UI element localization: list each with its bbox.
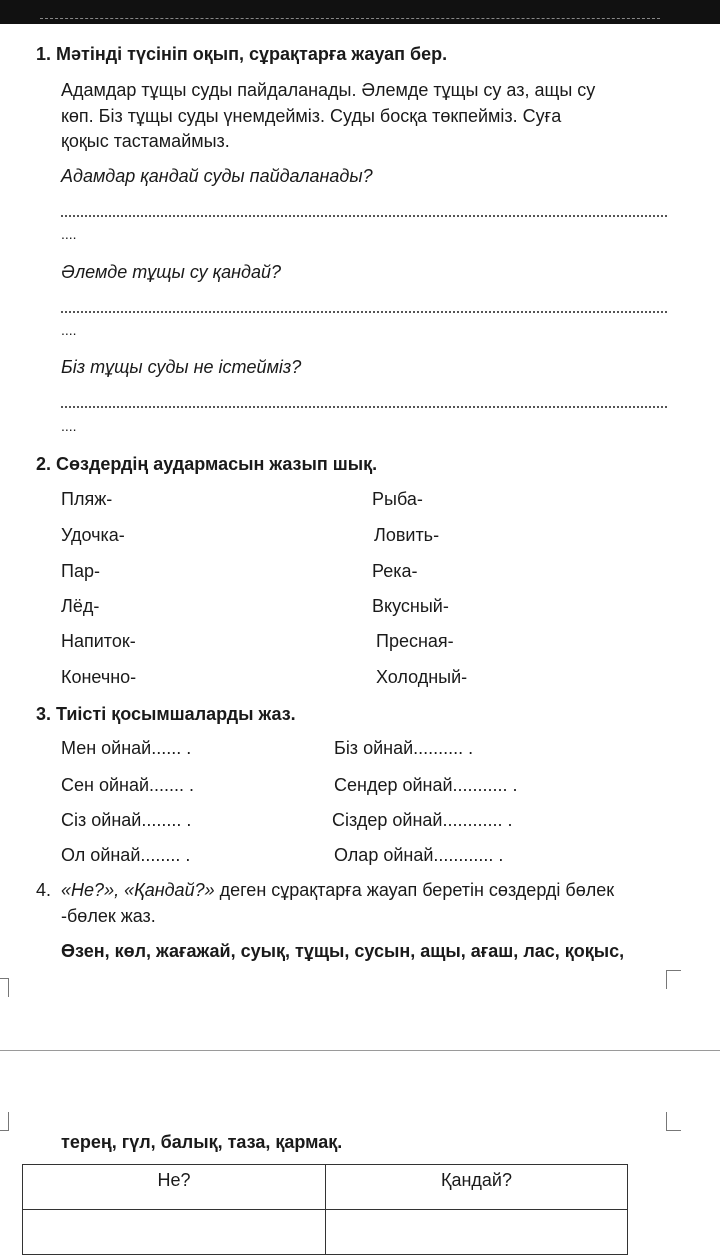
answer-line-3[interactable] xyxy=(61,406,667,408)
task4-instruction-rest: деген сұрақтарға жауап беретін сөздерді бөлек xyxy=(219,880,615,900)
answer-tail-3: .... xyxy=(61,418,77,434)
task4-words-line2: терең, гүл, балық, таза, қармақ. xyxy=(61,1132,343,1152)
task3-right-item: Біз ойнай.......... . xyxy=(334,738,474,758)
table-header-ne: Не? xyxy=(23,1165,326,1210)
task1-heading: 1. Мәтінді түсініп оқып, сұрақтарға жауап бер. xyxy=(36,44,448,64)
task3-right-item: Сендер ойнай........... . xyxy=(334,775,518,795)
task2-right-word: Холодный- xyxy=(376,667,468,687)
task3-left-item: Сен ойнай....... . xyxy=(61,775,195,795)
task3-right-item: Сіздер ойнай............ . xyxy=(332,810,513,830)
answer-tail-2: .... xyxy=(61,322,77,338)
task2-heading: 2. Сөздердің аудармасын жазып шық. xyxy=(36,454,378,474)
page-break-line xyxy=(0,1050,720,1051)
answer-line-1[interactable] xyxy=(61,215,667,217)
task4-instruction-line2: -бөлек жаз. xyxy=(61,906,156,926)
task3-left-item: Мен ойнай...... . xyxy=(61,738,192,758)
answer-tail-1: .... xyxy=(61,226,77,242)
task2-left-word: Пляж- xyxy=(61,489,113,509)
task1-text-line-3: қоқыс тастамаймыз. xyxy=(61,131,230,151)
task2-right-word: Рыба- xyxy=(372,489,423,509)
task1-text-line-2: көп. Біз тұщы суды үнемдейміз. Суды босқа төкпейміз. Суға xyxy=(61,106,562,126)
task1-question-2: Әлемде тұщы су қандай? xyxy=(61,262,282,282)
task4-instruction xyxy=(36,880,614,901)
page-corner-mark xyxy=(666,970,681,989)
table-cell-kandai[interactable] xyxy=(326,1210,628,1255)
task2-left-word: Пар- xyxy=(61,561,100,581)
task2-right-word: Вкусный- xyxy=(372,596,449,616)
task2-right-word: Ловить- xyxy=(374,525,440,545)
task3-heading: 3. Тиісті қосымшаларды жаз. xyxy=(36,704,296,724)
task3-left-item: Ол ойнай........ . xyxy=(61,845,191,865)
table-header-kandai: Қандай? xyxy=(326,1165,628,1210)
task2-right-word: Пресная- xyxy=(376,631,454,651)
task2-right-word: Река- xyxy=(372,561,418,581)
answer-table xyxy=(22,1164,628,1255)
top-dark-bar xyxy=(0,0,720,24)
task2-left-word: Удочка- xyxy=(61,525,125,545)
page-corner-mark xyxy=(666,1112,681,1131)
table-cell-ne[interactable] xyxy=(23,1210,326,1255)
task2-left-word: Лёд- xyxy=(61,596,100,616)
page-corner-mark xyxy=(0,978,9,997)
task1-question-1: Адамдар қандай суды пайдаланады? xyxy=(61,166,373,186)
task4-number: 4. xyxy=(36,880,52,900)
answer-line-2[interactable] xyxy=(61,311,667,313)
task4-words-line1: Өзен, көл, жағажай, суық, тұщы, сусын, ащы, ағаш, лас, қоқыс, xyxy=(61,941,625,961)
header-dotted-line xyxy=(40,18,660,19)
task3-left-item: Сіз ойнай........ . xyxy=(61,810,192,830)
page-corner-mark xyxy=(0,1112,9,1131)
task2-left-word: Напиток- xyxy=(61,631,136,651)
task1-question-3: Біз тұщы суды не істейміз? xyxy=(61,357,302,377)
task1-text-line-1: Адамдар тұщы суды пайдаланады. Әлемде тұщы су аз, ащы су xyxy=(61,80,596,100)
task4-question-words: «Не?», «Қандай?» xyxy=(61,880,215,900)
task2-left-word: Конечно- xyxy=(61,667,137,687)
task3-right-item: Олар ойнай............ . xyxy=(334,845,504,865)
